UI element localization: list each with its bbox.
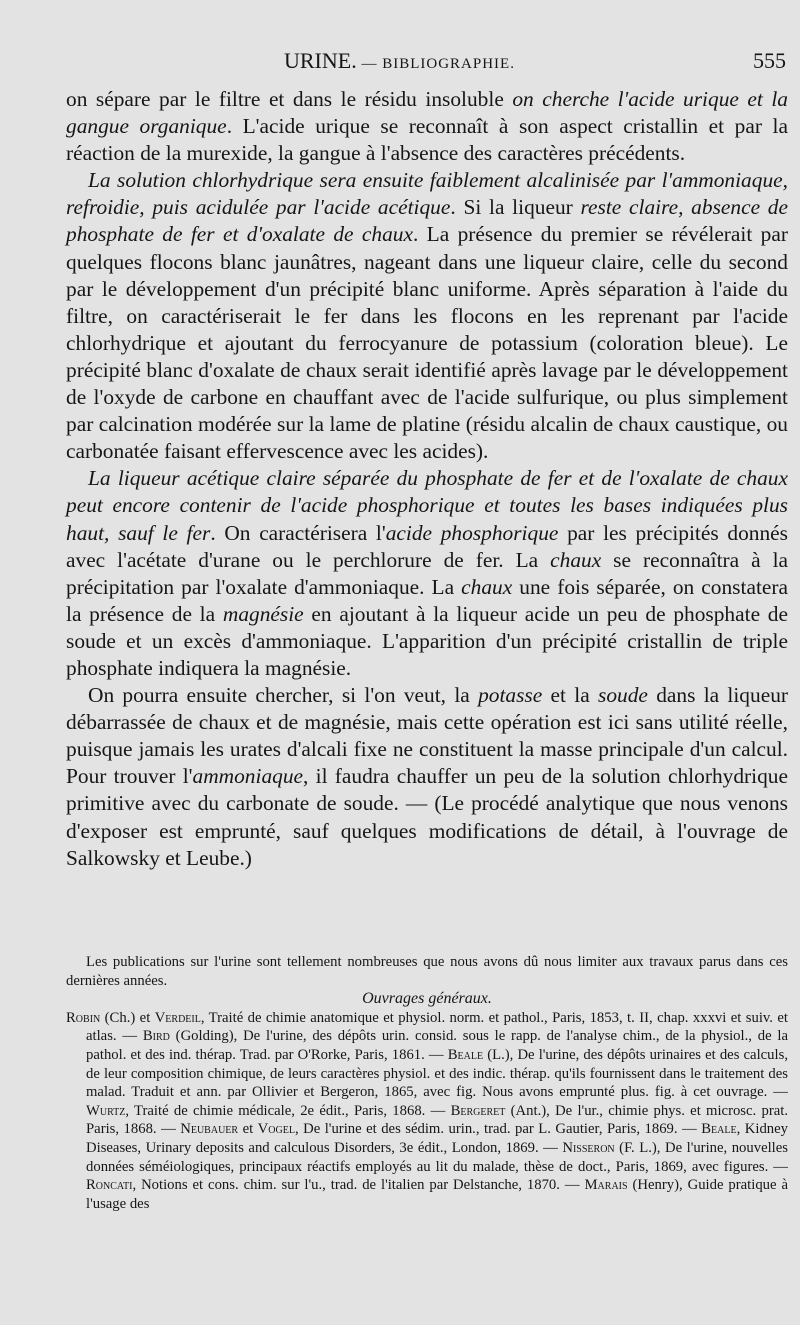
- paragraph-1: on sépare par le filtre et dans le résidu insoluble on cherche l'acide urique et la gangue organique. L'acide urique se reconnaît à son aspect cristallin et par la réaction de la murexide, la gangue à l'absence des caractères précédents.: [66, 87, 788, 166]
- header-title: URINE. — BIBLIOGRAPHIE.: [284, 48, 515, 73]
- running-header: [66, 48, 786, 82]
- main-text: [66, 86, 788, 872]
- paragraph-3: La liqueur acétique claire séparée du phosphate de fer et de l'oxalate de chaux peut encore contenir de l'acide phosphorique et toutes les bases indiquées plus haut, sauf le fer. On caractérisera l'acide phosphorique par les précipités donnés avec l'acétate d'urane ou le perchlorure de fer. La chaux se reconnaîtra à la précipitation par l'oxalate d'ammoniaque. La chaux une fois séparée, on constatera la présence de la magnésie en ajoutant à la liqueur acide un peu de phosphate de soude et un excès d'ammoniaque. L'apparition d'un précipité cristallin de triple phosphate indiquera la magnésie.: [66, 466, 789, 680]
- header-subtitle: — BIBLIOGRAPHIE.: [356, 56, 515, 72]
- notes-intro: Les publications sur l'urine sont tellement nombreuses que nous avons dû nous limiter aux travaux parus dans ces dernières années.: [66, 954, 788, 989]
- page-number: 555: [753, 48, 786, 73]
- section-heading-ouvrages: Ouvrages généraux.: [362, 990, 492, 1008]
- paragraph-4: On pourra ensuite chercher, si l'on veut, la potasse et la soude dans la liqueur débarrassée de chaux et de magnésie, mais cette opération est ici sans utilité réelle, puisque jamais les urates d'alcali fixe ne constituent la masse principale d'un calcul. Pour trouver l'ammoniaque, il faudra chauffer un peu de la solution chlorhydrique primitive avec du carbonate de soude. — (Le procédé analytique que nous venons d'exposer est emprunté, sauf quelques modifications de détail, à l'ouvrage de Salkowsky et Leube.): [66, 683, 789, 870]
- bibliography-entries: Robin (Ch.) et Verdeil, Traité de chimie anatomique et physiol. norm. et pathol., Paris, 1853, t. II, chap. xxxvi et suiv. et atlas. — Bird (Golding), De l'urine, des dépôts urin. consid. sous le rapp. de l'analyse chim., de la physiol., de la pathol. et des ind. thérap. Trad. par O'Rorke, Paris, 1861. — Beale (L.), De l'urine, des dépôts urinaires et des calculs, de leur composition chimique, de leurs caractères physiol. et des indic. thérap. qu'ils fournissent dans le traitement des malad. Traduit et ann. par Ollivier et Bergeron, 1865, avec fig. Nous avons emprunté plus. fig. à cet ouvrage. — Wurtz, Traité de chimie médicale, 2e édit., Paris, 1868. — Bergeret (Ant.), De l'ur., chimie phys. et microsc. prat. Paris, 1868. — Neubauer et Vogel, De l'urine et des sédim. urin., trad. par L. Gautier, Paris, 1869. — Beale, Kidney Diseases, Urinary deposits and calculous Disorders, 3e édit., London, 1869. — Nisseron (F. L.), De l'urine, nouvelles données séméiologiques, principaux réactifs employés au lit du malade, thèse de doct., Paris, 1869, avec figures. — Roncati, Notions et cons. chim. sur l'u., trad. de l'italien par Delstanche, 1870. — Marais (Henry), Guide pratique à l'usage des: [66, 1009, 788, 1212]
- bibliography-notes: [66, 953, 788, 1213]
- paragraph-2: La solution chlorhydrique sera ensuite faiblement alcalinisée par l'ammoniaque, refroidie, puis acidulée par l'acide acétique. Si la liqueur reste claire, absence de phosphate de fer et d'oxalate de chaux. La présence du premier se révélerait par quelques flocons blanc jaunâtres, nageant dans une liqueur claire, celle du second par le développement d'un précipité blanc uniforme. Après séparation à l'aide du filtre, on caractériserait le fer dans les flocons en les reprenant par l'acide chlorhydrique et ajoutant du ferrocyanure de potassium (coloration bleue). Le précipité blanc d'oxalate de chaux serait identifié après lavage par le développement de l'oxyde de carbone en chauffant avec de l'acide sulfurique, ou plus simplement par calcination modérée sur la lame de platine (résidu alcalin de chaux caustique, ou carbonatée faisant effervescence avec les acides).: [66, 168, 788, 464]
